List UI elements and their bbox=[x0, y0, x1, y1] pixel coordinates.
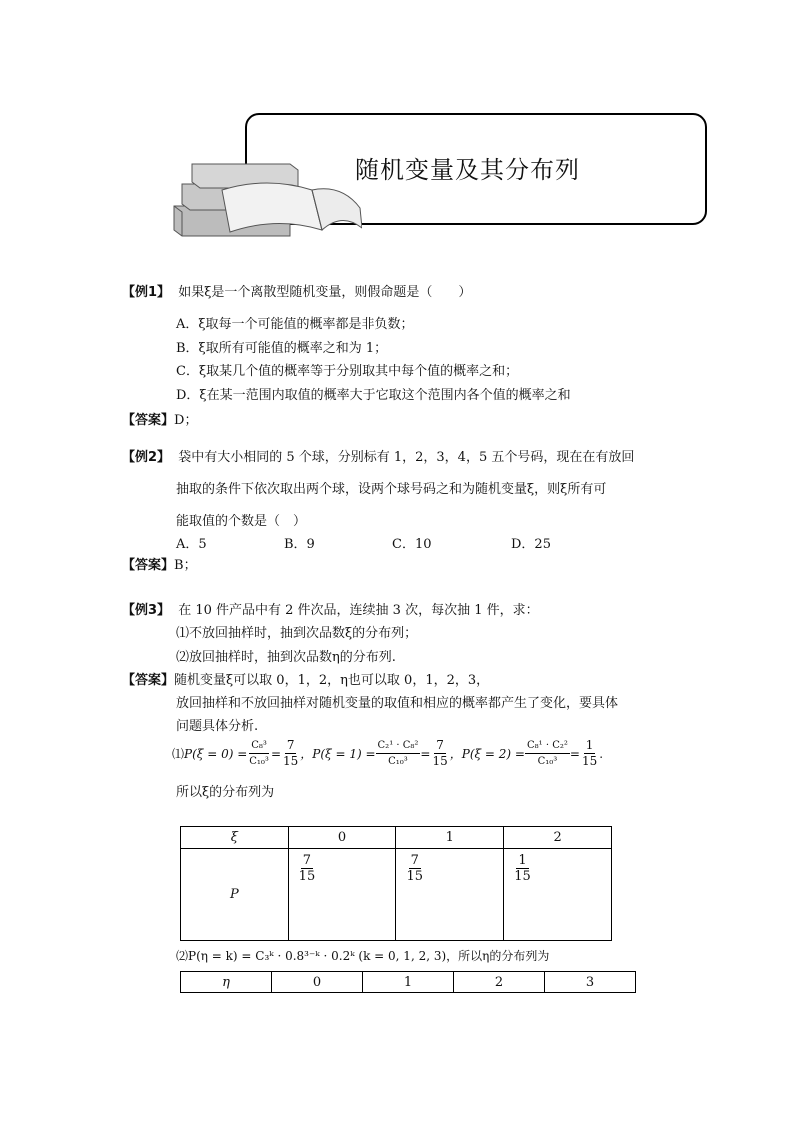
books-icon bbox=[172, 150, 362, 240]
answer-text: B； bbox=[174, 558, 197, 573]
option-c: C．ξ取某几个值的概率等于分别取其中每个值的概率之和； bbox=[176, 364, 519, 379]
denominator: C₁₀³ bbox=[537, 756, 558, 767]
option-d: D．ξ在某一范围内取值的概率大于它取这个范围内各个值的概率之和 bbox=[176, 388, 571, 403]
denominator: 15 bbox=[283, 754, 299, 768]
option-b: B．ξ取所有可能值的概率之和为 1； bbox=[176, 341, 388, 356]
option-a: A．ξ取每一个可能值的概率都是非负数； bbox=[176, 317, 414, 332]
answer-text: 问题具体分析. bbox=[176, 719, 259, 734]
denominator: 15 bbox=[432, 754, 448, 768]
table-header-cell: 1 bbox=[396, 827, 504, 849]
fraction bbox=[580, 738, 599, 769]
fraction bbox=[512, 853, 533, 884]
answer-2 bbox=[122, 557, 197, 575]
answer-tag: 【答案】 bbox=[122, 673, 175, 688]
table-cell bbox=[288, 849, 396, 941]
numerator: 7 bbox=[436, 738, 444, 752]
example-tag: 【例2】 bbox=[122, 450, 171, 465]
question-text: ⑵放回抽样时，抽到次品数η的分布列. bbox=[176, 650, 396, 665]
answer-text: 随机变量ξ可以取 0，1，2，η也可以取 0，1，2，3， bbox=[174, 673, 490, 688]
question-text: 在 10 件产品中有 2 件次品，连续抽 3 次，每次抽 1 件，求： bbox=[178, 603, 539, 618]
table-header-cell: 2 bbox=[504, 827, 612, 849]
numerator: C₈³ bbox=[249, 738, 269, 754]
table-header-cell: 2 bbox=[454, 972, 545, 993]
question-text: 能取值的个数是（ ） bbox=[176, 514, 307, 529]
table-header-cell: 1 bbox=[363, 972, 454, 993]
option-d: D．25 bbox=[511, 537, 551, 552]
question-text: 抽取的条件下依次取出两个球，设两个球号码之和为随机变量ξ，则ξ所有可 bbox=[176, 482, 607, 497]
table-header-cell: ξ bbox=[181, 827, 289, 849]
part-2-formula: ⑵P(η = k) = C₃ᵏ · 0.8³⁻ᵏ · 0.2ᵏ (k = 0, 1, 2, 3)，所以η的分布列为 bbox=[176, 949, 550, 963]
denominator: 15 bbox=[298, 869, 316, 884]
example-tag: 【例3】 bbox=[122, 603, 171, 618]
numerator: 7 bbox=[302, 853, 312, 868]
table-row bbox=[181, 849, 612, 941]
denominator: C₁₀³ bbox=[249, 756, 269, 767]
question-text: 如果ξ是一个离散型随机变量，则假命题是（ ） bbox=[178, 285, 472, 300]
table-cell bbox=[504, 849, 612, 941]
distribution-table-eta bbox=[180, 971, 636, 993]
example-1 bbox=[122, 284, 471, 302]
denominator: 15 bbox=[581, 754, 598, 768]
example-tag: 【例1】 bbox=[122, 285, 171, 300]
option-c: C．10 bbox=[392, 537, 432, 552]
answer-1 bbox=[122, 412, 197, 430]
fraction bbox=[376, 738, 421, 769]
table-header-cell: 0 bbox=[272, 972, 363, 993]
option-b: B．9 bbox=[284, 537, 315, 552]
distribution-intro: 所以ξ的分布列为 bbox=[176, 785, 275, 800]
formula-lhs: P(ξ = 0) = bbox=[184, 746, 248, 761]
period: . bbox=[599, 746, 604, 761]
fraction bbox=[404, 853, 425, 884]
table-header-cell: η bbox=[181, 972, 272, 993]
table-header-row bbox=[181, 972, 636, 993]
answer-tag: 【答案】 bbox=[122, 413, 175, 428]
denominator: C₁₀³ bbox=[388, 756, 408, 767]
fraction bbox=[430, 738, 449, 769]
denominator: 15 bbox=[514, 869, 531, 884]
numerator: 7 bbox=[410, 853, 419, 868]
numerator: C₈¹ · C₂² bbox=[525, 738, 570, 754]
distribution-table-xi bbox=[180, 826, 612, 941]
page-title: 随机变量及其分布列 bbox=[355, 156, 580, 184]
table-header-row bbox=[181, 827, 612, 849]
option-a: A．5 bbox=[176, 537, 207, 552]
formula-lhs: ，P(ξ = 1) = bbox=[300, 747, 376, 761]
example-3 bbox=[122, 602, 539, 620]
answer-text: 放回抽样和不放回抽样对随机变量的取值和相应的概率都产生了变化，要具体 bbox=[176, 696, 619, 711]
denominator: 15 bbox=[406, 869, 423, 884]
fraction bbox=[297, 853, 318, 884]
question-text: 袋中有大小相同的 5 个球，分别标有 1，2，3，4，5 五个号码，现在在有放回 bbox=[178, 450, 635, 465]
fraction bbox=[281, 738, 300, 769]
formula-lhs: ，P(ξ = 2) = bbox=[449, 747, 525, 761]
numerator: 1 bbox=[585, 738, 594, 752]
part-marker: ⑴ bbox=[172, 747, 185, 761]
table-header-cell: 0 bbox=[288, 827, 396, 849]
numerator: 7 bbox=[286, 738, 295, 752]
table-header-cell: 3 bbox=[545, 972, 636, 993]
example-2 bbox=[122, 449, 634, 467]
answer-3 bbox=[122, 672, 489, 690]
numerator: 1 bbox=[518, 853, 527, 868]
table-row-label: P bbox=[181, 849, 289, 941]
table-cell bbox=[396, 849, 504, 941]
answer-tag: 【答案】 bbox=[122, 558, 175, 573]
question-text: ⑴不放回抽样时，抽到次品数ξ的分布列； bbox=[176, 626, 418, 641]
probability-formulas: ⑴ P(ξ = 0) = $\frac{\text{C₈³}}{\text{C₁₀³}}$ = $\frac{7}{15}$ ，P(ξ = 1) = $\frac{\text{C₂¹ · C₈²}}{\text{C₁₀³}}$ = $\frac{7}{15}$ ，P(ξ = 2) = $\frac{\text{C₈¹ · C₂²}}{\text{C₁₀³}}$ = $\frac{1}{15}$ . bbox=[172, 738, 604, 768]
answer-text: D； bbox=[174, 413, 198, 428]
fraction bbox=[525, 738, 570, 769]
fraction bbox=[247, 738, 271, 769]
numerator: C₂¹ · C₈² bbox=[376, 738, 421, 754]
